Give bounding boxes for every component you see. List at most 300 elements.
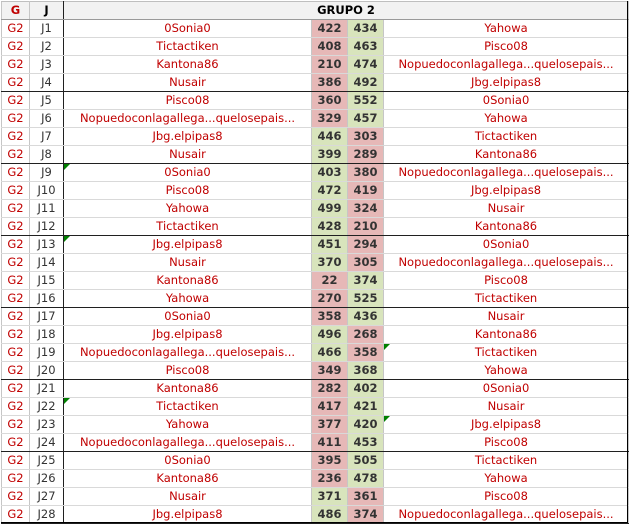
round-cell-text: J11 (37, 201, 56, 215)
table-row (2, 452, 629, 470)
round-cell[interactable] (30, 74, 64, 92)
group-cell[interactable] (2, 308, 30, 326)
group-cell[interactable] (2, 290, 30, 308)
table-row (2, 362, 629, 380)
away-score-cell-text: 380 (353, 165, 378, 179)
home-score-cell[interactable] (312, 434, 348, 452)
away-player-cell-text: Pisco08 (484, 435, 528, 449)
home-player-cell[interactable] (64, 38, 312, 56)
group-cell[interactable] (2, 272, 30, 290)
away-score-cell-text: 402 (353, 381, 378, 395)
away-score-cell[interactable] (348, 434, 384, 452)
group-cell-text: G2 (7, 111, 24, 125)
group-cell[interactable] (2, 128, 30, 146)
home-score-cell[interactable] (312, 182, 348, 200)
group-cell[interactable] (2, 506, 30, 524)
home-player-cell[interactable] (64, 470, 312, 488)
group-cell[interactable] (2, 434, 30, 452)
away-score-cell[interactable] (348, 200, 384, 218)
home-score-cell[interactable] (312, 38, 348, 56)
table-row (2, 470, 629, 488)
group-cell[interactable] (2, 110, 30, 128)
comment-marker-icon[interactable] (384, 416, 390, 422)
away-player-cell[interactable] (384, 110, 629, 128)
group-cell[interactable] (2, 488, 30, 506)
round-cell[interactable] (30, 470, 64, 488)
round-cell-text: J5 (41, 93, 52, 107)
home-player-cell[interactable] (64, 398, 312, 416)
away-score-cell-text: 358 (353, 345, 378, 359)
home-score-cell[interactable] (312, 254, 348, 272)
away-score-cell[interactable] (348, 452, 384, 470)
group-cell-text: G2 (7, 165, 24, 179)
group-cell[interactable] (2, 38, 30, 56)
away-player-cell[interactable] (384, 20, 629, 38)
round-cell[interactable] (30, 146, 64, 164)
table-row (2, 434, 629, 452)
round-cell[interactable] (30, 506, 64, 524)
round-cell[interactable] (30, 326, 64, 344)
home-score-cell[interactable] (312, 290, 348, 308)
home-score-cell-text: 370 (317, 255, 342, 269)
group-cell[interactable] (2, 74, 30, 92)
home-player-cell[interactable] (64, 506, 312, 524)
round-cell[interactable] (30, 128, 64, 146)
comment-marker-icon[interactable] (64, 398, 70, 404)
round-cell-text: J22 (37, 399, 56, 413)
home-player-cell-text: Nusair (169, 489, 206, 503)
away-score-cell[interactable] (348, 488, 384, 506)
group-cell[interactable] (2, 200, 30, 218)
round-cell[interactable] (30, 218, 64, 236)
group-cell-text: G2 (7, 471, 24, 485)
home-score-cell-text: 377 (317, 417, 342, 431)
round-cell-text: J6 (41, 111, 52, 125)
group-cell[interactable] (2, 362, 30, 380)
away-player-cell[interactable] (384, 146, 629, 164)
home-player-cell[interactable] (64, 254, 312, 272)
home-player-cell-text: Yahowa (165, 417, 210, 431)
away-player-cell-text: Yahowa (484, 363, 528, 377)
round-cell[interactable] (30, 452, 64, 470)
home-score-cell[interactable] (312, 488, 348, 506)
group-cell-text: G2 (7, 255, 24, 269)
away-score-cell[interactable] (348, 110, 384, 128)
round-cell-text: J17 (37, 309, 56, 323)
away-score-cell-text: 434 (353, 21, 378, 35)
round-cell-text: J1 (41, 21, 52, 35)
home-score-cell-text: 408 (317, 39, 342, 53)
away-player-cell-text: Nopuedoconlagallega...quelosepais... (398, 507, 614, 521)
column-header-j[interactable]: J (30, 2, 64, 20)
home-player-cell-text: Yahowa (165, 291, 210, 305)
home-player-cell[interactable] (64, 146, 312, 164)
home-score-cell-text: 446 (317, 129, 342, 143)
table-row (2, 182, 629, 200)
home-player-cell[interactable] (64, 434, 312, 452)
away-score-cell[interactable] (348, 92, 384, 110)
column-header-g[interactable]: G (2, 2, 30, 20)
home-score-cell[interactable] (312, 128, 348, 146)
home-score-cell[interactable] (312, 146, 348, 164)
home-player-cell-text: Nusair (169, 147, 206, 161)
group-cell[interactable] (2, 416, 30, 434)
home-score-cell-text: 358 (317, 309, 342, 323)
home-player-cell[interactable] (64, 452, 312, 470)
group-cell-text: G2 (7, 363, 24, 377)
away-score-cell-text: 457 (353, 111, 378, 125)
round-cell-text: J15 (37, 273, 56, 287)
home-score-cell-text: 417 (317, 399, 342, 413)
away-score-cell[interactable] (348, 380, 384, 398)
away-score-cell-text: 419 (353, 183, 378, 197)
away-score-cell[interactable] (348, 20, 384, 38)
round-cell[interactable] (30, 254, 64, 272)
round-cell[interactable] (30, 182, 64, 200)
round-cell[interactable] (30, 398, 64, 416)
away-player-cell-text: Tictactiken (474, 453, 538, 467)
away-score-cell[interactable] (348, 74, 384, 92)
away-score-cell[interactable] (348, 308, 384, 326)
round-cell[interactable] (30, 272, 64, 290)
round-cell-text: J16 (37, 291, 56, 305)
home-score-cell[interactable] (312, 164, 348, 182)
round-cell[interactable] (30, 20, 64, 38)
away-player-cell[interactable] (384, 164, 629, 182)
away-player-cell-text: Nusair (487, 399, 525, 413)
group-cell-text: G2 (7, 507, 24, 521)
home-player-cell[interactable] (64, 488, 312, 506)
group-cell-text: G2 (7, 309, 24, 323)
away-score-cell-text: 525 (353, 291, 378, 305)
away-score-cell-text: 268 (353, 327, 378, 341)
round-cell[interactable] (30, 344, 64, 362)
group-cell-text: G2 (7, 201, 24, 215)
away-score-cell-text: 303 (353, 129, 378, 143)
round-cell[interactable] (30, 290, 64, 308)
home-player-cell[interactable] (64, 110, 312, 128)
group-cell[interactable] (2, 236, 30, 254)
away-score-cell[interactable] (348, 218, 384, 236)
home-player-cell-text: Nopuedoconlagallega...quelosepais... (79, 111, 296, 125)
home-player-cell-text: Kantona86 (156, 57, 219, 71)
home-player-cell[interactable] (64, 362, 312, 380)
away-player-cell[interactable] (384, 254, 629, 272)
group-cell[interactable] (2, 452, 30, 470)
home-score-cell[interactable] (312, 398, 348, 416)
home-score-cell-text: 486 (317, 507, 342, 521)
home-score-cell[interactable] (312, 218, 348, 236)
away-player-cell-text: Yahowa (484, 21, 528, 35)
comment-marker-icon[interactable] (64, 164, 70, 170)
away-player-cell[interactable] (384, 380, 629, 398)
away-player-cell[interactable] (384, 398, 629, 416)
away-score-cell[interactable] (348, 182, 384, 200)
home-score-cell[interactable] (312, 56, 348, 74)
away-score-cell[interactable] (348, 254, 384, 272)
away-player-cell-text: Jbg.elpipas8 (470, 183, 542, 197)
away-player-cell[interactable] (384, 272, 629, 290)
away-score-cell[interactable] (348, 128, 384, 146)
round-cell-text: J21 (37, 381, 56, 395)
round-cell[interactable] (30, 416, 64, 434)
group-title[interactable]: GRUPO 2 (64, 2, 629, 20)
away-player-cell[interactable] (384, 344, 629, 362)
away-score-cell[interactable] (348, 506, 384, 524)
round-cell[interactable] (30, 56, 64, 74)
away-score-cell[interactable] (348, 236, 384, 254)
away-player-cell-text: Yahowa (484, 111, 528, 125)
round-cell[interactable] (30, 362, 64, 380)
away-score-cell[interactable] (348, 470, 384, 488)
away-player-cell[interactable] (384, 362, 629, 380)
away-score-cell-text: 474 (353, 57, 378, 71)
header-row (2, 2, 629, 20)
home-score-cell[interactable] (312, 92, 348, 110)
away-player-cell[interactable] (384, 416, 629, 434)
away-player-cell-text: Nopuedoconlagallega...quelosepais... (398, 255, 614, 269)
away-player-cell-text: Nusair (487, 201, 525, 215)
away-player-cell[interactable] (384, 92, 629, 110)
home-player-cell[interactable] (64, 20, 312, 38)
away-score-cell[interactable] (348, 326, 384, 344)
home-player-cell[interactable] (64, 380, 312, 398)
round-cell-text: J20 (37, 363, 56, 377)
group-cell-text: G2 (7, 273, 24, 287)
away-score-cell-text: 436 (353, 309, 378, 323)
group-cell-text: G2 (7, 57, 24, 71)
home-player-cell[interactable] (64, 56, 312, 74)
home-player-cell[interactable] (64, 200, 312, 218)
away-score-cell[interactable] (348, 344, 384, 362)
home-score-cell[interactable] (312, 416, 348, 434)
round-cell-text: J27 (37, 489, 56, 503)
away-score-cell[interactable] (348, 38, 384, 56)
home-player-cell[interactable] (64, 74, 312, 92)
away-score-cell[interactable] (348, 416, 384, 434)
table-row (2, 56, 629, 74)
group-cell[interactable] (2, 20, 30, 38)
round-cell[interactable] (30, 488, 64, 506)
round-cell[interactable] (30, 380, 64, 398)
home-player-cell[interactable] (64, 164, 312, 182)
away-player-cell-text: Jbg.elpipas8 (470, 417, 542, 431)
group-cell[interactable] (2, 146, 30, 164)
home-score-cell[interactable] (312, 344, 348, 362)
home-score-cell[interactable] (312, 20, 348, 38)
group-cell-text: G2 (7, 93, 24, 107)
round-cell-text: J2 (41, 39, 52, 53)
group-cell[interactable] (2, 380, 30, 398)
away-score-cell-text: 361 (353, 489, 378, 503)
round-cell[interactable] (30, 434, 64, 452)
round-cell[interactable] (30, 164, 64, 182)
away-player-cell[interactable] (384, 290, 629, 308)
away-player-cell-text: 0Sonia0 (482, 93, 530, 107)
away-player-cell-text: Pisco08 (484, 273, 528, 287)
away-score-cell-text: 552 (353, 93, 378, 107)
group-cell[interactable] (2, 218, 30, 236)
home-score-cell-text: 451 (317, 237, 342, 251)
away-score-cell-text: 463 (353, 39, 378, 53)
home-player-cell-text: 0Sonia0 (164, 165, 211, 179)
comment-marker-icon[interactable] (64, 236, 70, 242)
away-player-cell[interactable] (384, 470, 629, 488)
table-row (2, 308, 629, 326)
group-cell[interactable] (2, 326, 30, 344)
away-score-cell[interactable] (348, 362, 384, 380)
home-score-cell[interactable] (312, 236, 348, 254)
group-cell-text: G2 (7, 183, 24, 197)
home-player-cell[interactable] (64, 128, 312, 146)
away-player-cell[interactable] (384, 182, 629, 200)
home-score-cell-text: 282 (317, 381, 342, 395)
home-score-cell-text: 395 (317, 453, 342, 467)
group-cell[interactable] (2, 164, 30, 182)
away-score-cell-text: 324 (353, 201, 378, 215)
table-row (2, 38, 629, 56)
home-score-cell-text: 371 (317, 489, 342, 503)
away-player-cell[interactable] (384, 452, 629, 470)
table-row (2, 110, 629, 128)
home-score-cell[interactable] (312, 308, 348, 326)
round-cell-text: J26 (37, 471, 56, 485)
away-score-cell[interactable] (348, 164, 384, 182)
home-player-cell[interactable] (64, 218, 312, 236)
away-player-cell[interactable] (384, 74, 629, 92)
away-player-cell-text: Tictactiken (474, 291, 538, 305)
round-cell-text: J18 (37, 327, 56, 341)
home-score-cell[interactable] (312, 452, 348, 470)
home-player-cell[interactable] (64, 326, 312, 344)
table-row (2, 344, 629, 362)
results-body (2, 20, 629, 524)
round-cell[interactable] (30, 92, 64, 110)
home-player-cell[interactable] (64, 290, 312, 308)
home-player-cell[interactable] (64, 92, 312, 110)
home-score-cell[interactable] (312, 362, 348, 380)
round-cell[interactable] (30, 110, 64, 128)
table-row (2, 290, 629, 308)
home-player-cell-text: Nusair (169, 75, 206, 89)
home-player-cell[interactable] (64, 416, 312, 434)
round-cell[interactable] (30, 38, 64, 56)
group-cell[interactable] (2, 254, 30, 272)
round-cell-text: J8 (41, 147, 52, 161)
away-score-cell-text: 210 (353, 219, 378, 233)
group-cell[interactable] (2, 398, 30, 416)
away-score-cell[interactable] (348, 146, 384, 164)
away-score-cell[interactable] (348, 398, 384, 416)
away-player-cell[interactable] (384, 488, 629, 506)
away-player-cell-text: Nusair (487, 309, 525, 323)
away-player-cell[interactable] (384, 506, 629, 524)
away-score-cell[interactable] (348, 56, 384, 74)
away-player-cell[interactable] (384, 326, 629, 344)
home-player-cell[interactable] (64, 272, 312, 290)
away-player-cell[interactable] (384, 236, 629, 254)
group-cell[interactable] (2, 182, 30, 200)
group-cell-text: G2 (7, 417, 24, 431)
group-cell[interactable] (2, 470, 30, 488)
home-score-cell[interactable] (312, 272, 348, 290)
home-score-cell[interactable] (312, 380, 348, 398)
round-cell-text: J25 (37, 453, 56, 467)
home-score-cell-text: 411 (317, 435, 342, 449)
home-score-cell[interactable] (312, 200, 348, 218)
away-player-cell[interactable] (384, 218, 629, 236)
away-score-cell-text: 289 (353, 147, 378, 161)
away-player-cell[interactable] (384, 434, 629, 452)
away-player-cell-text: 0Sonia0 (482, 381, 530, 395)
home-player-cell-text: Nopuedoconlagallega...quelosepais... (79, 435, 296, 449)
round-cell-text: J13 (37, 237, 56, 251)
comment-marker-icon[interactable] (384, 344, 390, 350)
round-cell[interactable] (30, 308, 64, 326)
away-score-cell-text: 374 (353, 273, 378, 287)
away-player-cell[interactable] (384, 200, 629, 218)
away-score-cell[interactable] (348, 272, 384, 290)
group-cell-text: G2 (7, 75, 24, 89)
table-row (2, 92, 629, 110)
home-score-cell[interactable] (312, 326, 348, 344)
round-cell-text: J7 (41, 129, 52, 143)
home-score-cell[interactable] (312, 470, 348, 488)
home-score-cell-text: 472 (317, 183, 342, 197)
away-player-cell[interactable] (384, 308, 629, 326)
home-score-cell-text: 329 (317, 111, 342, 125)
home-score-cell[interactable] (312, 506, 348, 524)
home-player-cell[interactable] (64, 308, 312, 326)
group-cell-text: G2 (7, 489, 24, 503)
home-score-cell-text: 270 (317, 291, 342, 305)
round-cell[interactable] (30, 200, 64, 218)
away-player-cell[interactable] (384, 128, 629, 146)
table-row (2, 200, 629, 218)
away-score-cell-text: 492 (353, 75, 378, 89)
home-player-cell[interactable] (64, 182, 312, 200)
away-player-cell[interactable] (384, 38, 629, 56)
table-row (2, 128, 629, 146)
away-player-cell-text: Tictactiken (474, 129, 538, 143)
home-player-cell-text: Jbg.elpipas8 (152, 237, 223, 251)
away-player-cell[interactable] (384, 56, 629, 74)
home-player-cell[interactable] (64, 236, 312, 254)
home-player-cell-text: Pisco08 (165, 183, 210, 197)
round-cell-text: J28 (37, 507, 56, 521)
home-score-cell-text: 466 (317, 345, 342, 359)
away-score-cell-text: 478 (353, 471, 378, 485)
group-cell[interactable] (2, 344, 30, 362)
home-score-cell[interactable] (312, 110, 348, 128)
away-score-cell-text: 420 (353, 417, 378, 431)
group-cell-text: G2 (7, 381, 24, 395)
away-player-cell-text: Kantona86 (474, 147, 538, 161)
home-score-cell-text: 236 (317, 471, 342, 485)
home-player-cell-text: 0Sonia0 (164, 21, 211, 35)
group-cell-text: G2 (7, 345, 24, 359)
group-cell[interactable] (2, 92, 30, 110)
round-cell-text: J10 (37, 183, 56, 197)
home-player-cell[interactable] (64, 344, 312, 362)
away-player-cell-text: 0Sonia0 (482, 237, 530, 251)
round-cell[interactable] (30, 236, 64, 254)
home-score-cell[interactable] (312, 74, 348, 92)
away-score-cell[interactable] (348, 290, 384, 308)
away-player-cell-text: Pisco08 (484, 39, 528, 53)
group-cell[interactable] (2, 56, 30, 74)
home-player-cell-text: Nopuedoconlagallega...quelosepais... (79, 345, 296, 359)
